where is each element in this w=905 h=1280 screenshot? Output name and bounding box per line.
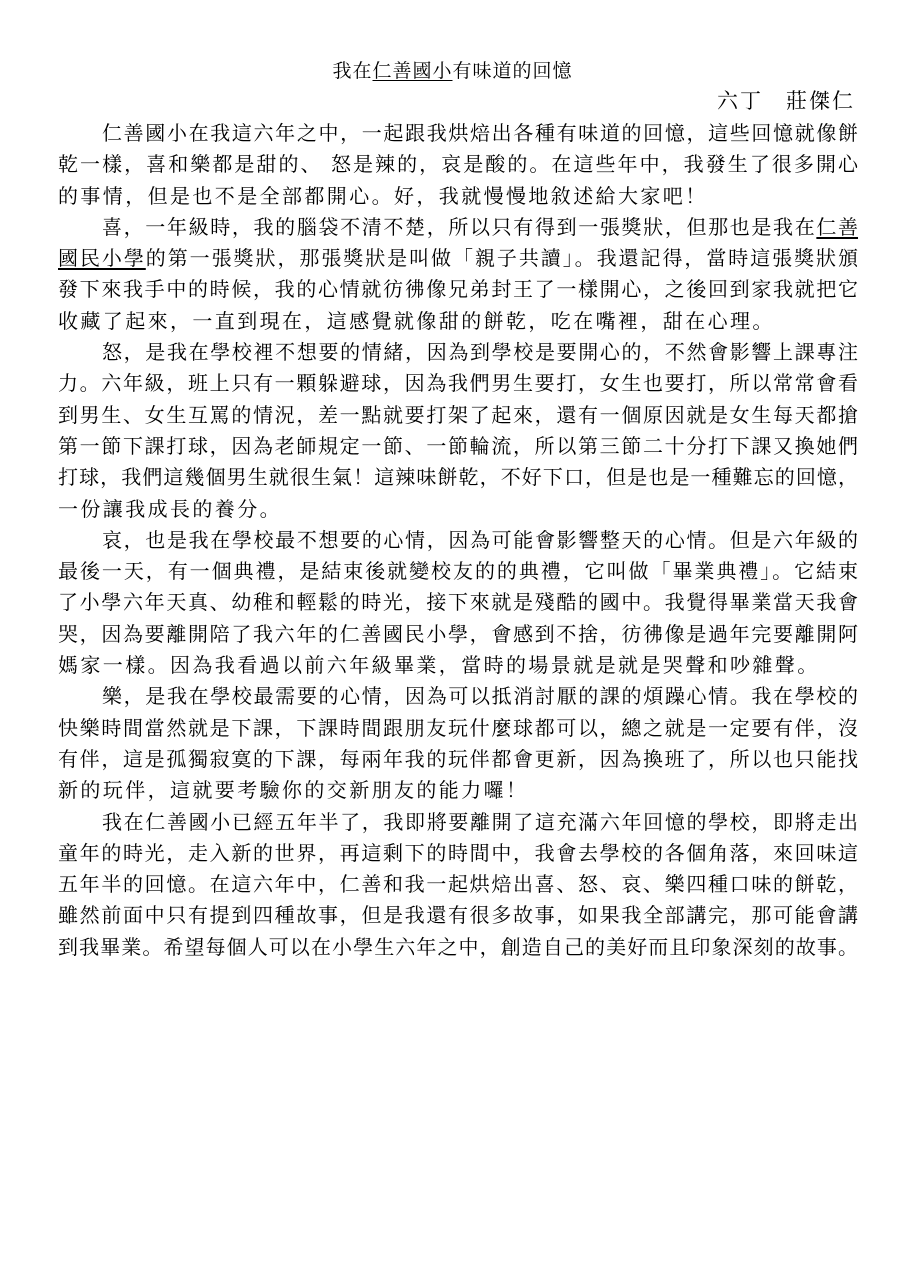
text-line: 仁善國小在我這六年之中，一起跟我烘焙出各種有味道的回憶，這些回憶就像餅	[102, 121, 858, 145]
text-line: 媽家一樣。因為我看過以前六年級畢業，當時的場景就是就是哭聲和吵雜聲。	[58, 653, 820, 678]
title-school-name: 仁善國小	[372, 60, 453, 82]
paragraph-joy	[58, 212, 858, 337]
text-segment: 的第一張獎狀，那張獎狀是叫做「親子共讀」。我還記得，當時這張獎狀頒	[145, 246, 859, 271]
text-line: 的事情，但是也不是全部都開心。好，我就慢慢地敘述給大家吧！	[58, 183, 708, 208]
paragraph-anger	[58, 337, 858, 525]
text-line: 怒，是我在學校裡不想要的情緒，因為到學校是要開心的，不然會影響上課專注	[102, 340, 858, 365]
text-line: 雖然前面中只有提到四種故事，但是我還有很多故事，如果我全部講完，那可能會講	[58, 903, 858, 928]
text-line: 乾一樣，喜和樂都是甜的、 怒是辣的，哀是酸的。在這些年中，我發生了很多開心	[58, 152, 858, 177]
paragraph-sorrow	[58, 525, 858, 681]
text-line: 快樂時間當然就是下課，下課時間跟朋友玩什麼球都可以，總之就是一定要有伴，沒	[58, 715, 858, 740]
paragraph-intro	[58, 118, 858, 212]
text-line: 有伴，這是孤獨寂寞的下課，每兩年我的玩伴都會更新，因為換班了，所以也只能找	[58, 746, 858, 771]
title-suffix: 有味道的回憶	[452, 60, 573, 82]
text-line	[58, 212, 858, 243]
paragraph-conclusion	[58, 807, 858, 963]
school-name-underlined: 國民小學	[58, 246, 146, 271]
school-name-underlined: 仁善	[816, 214, 859, 239]
text-line: 到男生、女生互罵的情況，差一點就要打架了起來，還有一個原因就是女生每天都搶	[58, 402, 858, 427]
text-line: 新的玩伴，這就要考驗你的交新朋友的能力囉！	[58, 778, 529, 803]
text-line: 最後一天，有一個典禮，是結束後就變校友的的典禮，它叫做「畢業典禮」。它結束	[58, 559, 858, 584]
text-line: 了小學六年天真、幼稚和輕鬆的時光，接下來就是殘酷的國中。我覺得畢業當天我會	[58, 590, 858, 615]
text-line: 到我畢業。希望每個人可以在小學生六年之中，創造自己的美好而且印象深刻的故事。	[58, 934, 858, 959]
paragraph-happiness	[58, 681, 858, 806]
text-line: 童年的時光，走入新的世界，再這剩下的時間中，我會去學校的各個角落，來回味這	[58, 840, 858, 865]
text-line: 我在仁善國小已經五年半了，我即將要離開了這充滿六年回憶的學校，即將走出	[102, 809, 858, 834]
essay-body	[58, 118, 858, 963]
text-line: 力。六年級，班上只有一顆躲避球，因為我們男生要打，女生也要打，所以常常會看	[58, 371, 858, 396]
text-line: 五年半的回憶。在這六年中，仁善和我一起烘焙出喜、怒、哀、樂四種口味的餅乾，	[58, 872, 858, 897]
title-prefix: 我在	[332, 60, 373, 82]
text-line: 第一節下課打球，因為老師規定一節、一節輪流，所以第三節二十分打下課又換她們	[58, 433, 858, 458]
text-line: 哀，也是我在學校最不想要的心情，因為可能會影響整天的心情。但是六年級的	[102, 527, 858, 552]
text-segment: 喜，一年級時，我的腦袋不清不楚，所以只有得到一張獎狀，但那也是我在	[102, 214, 817, 239]
text-line: 收藏了起來，一直到現在，這感覺就像甜的餅乾，吃在嘴裡，甜在心理。	[58, 308, 775, 333]
author-line: 六丁 莊傑仁	[717, 89, 855, 113]
text-line	[58, 243, 858, 274]
text-line: 打球，我們這幾個男生就很生氣！這辣味餅乾，不好下口，但是也是一種難忘的回憶，	[58, 465, 858, 490]
text-line: 樂，是我在學校最需要的心情，因為可以抵消討厭的課的煩躁心情。我在學校的	[102, 684, 858, 709]
text-line: 發下來我手中的時候，我的心情就彷彿像兄弟封王了一樣開心，之後回到家我就把它	[58, 277, 858, 302]
text-line: 哭，因為要離開陪了我六年的仁善國民小學，會感到不捨，彷彿像是過年完要離開阿	[58, 621, 858, 646]
essay-title	[0, 58, 905, 84]
text-line: 一份讓我成長的養分。	[58, 496, 282, 521]
